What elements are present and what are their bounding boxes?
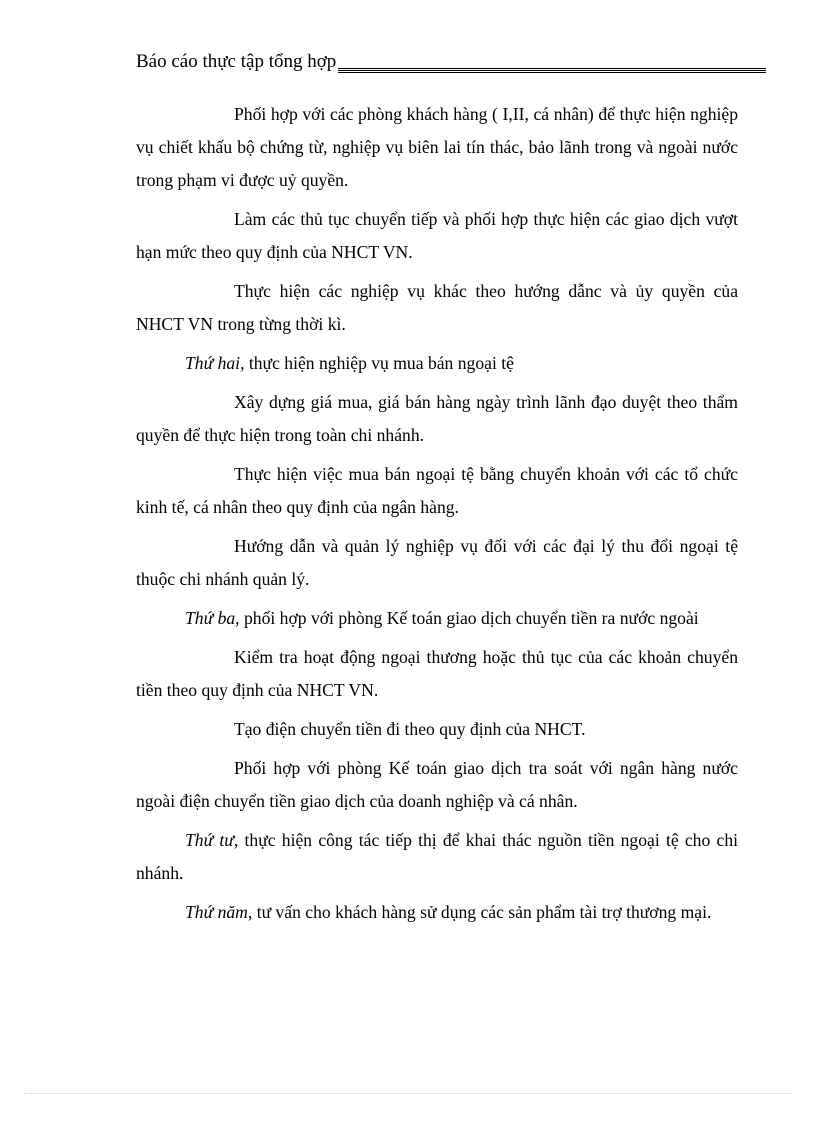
- paragraph: Thứ ba, phối hợp với phòng Kế toán giao dịch chuyển tiền ra nước ngoài: [185, 608, 699, 628]
- paragraph: Thứ hai, thực hiện nghiệp vụ mua bán ngoại tệ: [185, 353, 514, 373]
- paragraph: Hướng dẫn và quản lý nghiệp vụ đối với các đại lý thu đổi ngoại tệ thuộc chi nhánh quản lý.: [136, 536, 738, 589]
- page-bottom-divider: [24, 1093, 792, 1094]
- page-header: [136, 50, 766, 76]
- document-body: [136, 98, 738, 935]
- paragraph: Tạo điện chuyển tiền đi theo quy định của NHCT.: [234, 719, 586, 739]
- paragraph-lead: Thứ tư: [185, 830, 234, 850]
- paragraph-lead: Thứ hai: [185, 353, 241, 373]
- paragraph: Xây dựng giá mua, giá bán hàng ngày trình lãnh đạo duyệt theo thẩm quyền để thực hiện trong toàn chi nhánh.: [136, 392, 738, 445]
- paragraph: Kiểm tra hoạt động ngoại thương hoặc thủ tục của các khoản chuyển tiền theo quy định của NHCT VN.: [136, 647, 738, 700]
- paragraph: Thứ tư, thực hiện công tác tiếp thị để khai thác nguồn tiền ngoại tệ cho chi nhánh.: [136, 830, 739, 883]
- paragraph-lead: Thứ ba: [185, 608, 236, 628]
- paragraph: Thứ năm, tư vấn cho khách hàng sử dụng các sản phẩm tài trợ thương mại.: [185, 902, 712, 922]
- paragraph: Phối hợp với các phòng khách hàng ( I,II, cá nhân) để thực hiện nghiệp vụ chiết khấu bộ chứng từ, nghiệp vụ biên lai tín thác, bảo lãnh trong và ngoài nước trong phạm vi được uỷ quyền.: [136, 104, 738, 190]
- paragraph: Thực hiện các nghiệp vụ khác theo hướng dẫnc và ủy quyền của NHCT VN trong từng thời kì.: [136, 281, 738, 334]
- paragraph: Thực hiện việc mua bán ngoại tệ bằng chuyển khoản với các tổ chức kinh tế, cá nhân theo quy định của ngân hàng.: [136, 464, 738, 517]
- paragraph-lead: Thứ năm: [185, 902, 248, 922]
- paragraph: Phối hợp với phòng Kế toán giao dịch tra soát với ngân hàng nước ngoài điện chuyển tiền giao dịch của doanh nghiệp và cá nhân.: [136, 758, 738, 811]
- paragraph: Làm các thủ tục chuyển tiếp và phối hợp thực hiện các giao dịch vượt hạn mức theo quy định của NHCT VN.: [136, 209, 738, 262]
- header-title: Báo cáo thực tập tổng hợp: [136, 51, 337, 72]
